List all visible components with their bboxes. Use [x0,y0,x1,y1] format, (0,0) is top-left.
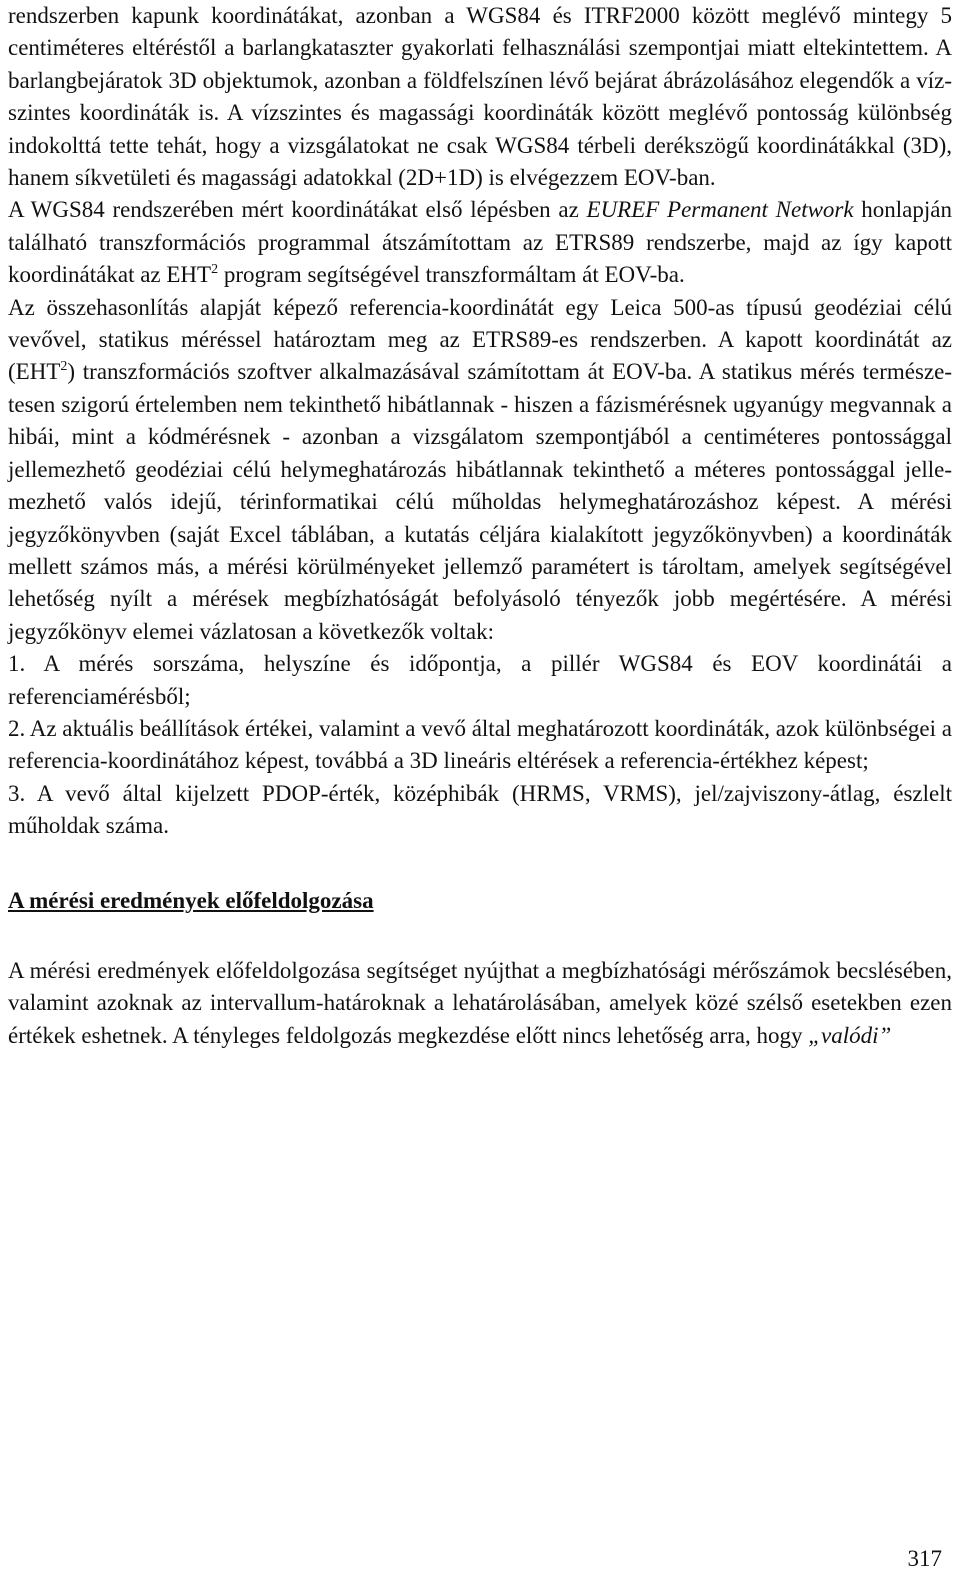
superscript: 2 [60,359,68,375]
paragraph-preprocessing [8,955,952,1052]
superscript: 2 [211,262,219,278]
page-number: 317 [907,1546,942,1571]
paragraph-transformation [8,194,952,291]
paragraph-reference-coordinate [8,292,952,648]
paragraph-text: rendszerben kapunk koordinátákat, azonban a WGS84 és ITRF2000 között meglévő mintegy 5 centiméteres eltéréstől a barlangkataszter gyakorlati felhasználási szempontjai miatt eltekintettem. A barlangbejáratok 3D objektumok, azonban a földfelszínen lévő bejárat ábrázolásához elegendők a vízszintes koordináták is. A vízszintes és magassági koordináták között meglévő pontosság különbség indokolttá tette tehát, hogy a vizsgálatokat ne csak WGS84 térbeli derékszögű koordinátákkal (3D), hanem síkvetületi és magassági adatokkal (2D+1D) is elvégezzem EOV-ban. [8,3,952,191]
paragraph-wgs84-itrf [8,0,952,194]
paragraph-text: Az összehasonlítás alapját képező referencia-koordinátát egy Leica 500-as típusú geodéziai célú vevővel, statikus méréssel határoztam meg az ETRS89-es rendszerben. A kapott koordinátát az (EHT [8,294,952,385]
paragraph-text: A WGS84 rendszerében mért koordinátákat első lépésben az [8,197,587,223]
italic-term: EUREF Permanent Network [586,197,854,223]
paragraph-text: ) transzformációs szoftver alkalmazásával számítottam át EOV-ba. A statikus mérés természetesen szigorú értelemben nem tekinthető hibátlannak - hiszen a fázismérésnek ugyanúgy megvannak a hibái, mint a kódmérésnek - azonban a vizsgálatom szempontjából a centiméteres pontossággal jellemezhető geodéziai célú helymeghatározás hibátlannak tekinthető a méteres pontossággal jellemezhető valós idejű, térinformatikai célú műholdas helymeghatározáshoz képest. A mérési jegyzőkönyvben (saját Excel táblában, a kutatás céljára kialakított jegyzőkönyvben) a koordináták mellett számos más, a mérési körülményeket jellemző paramétert is tároltam, amelyek segítségével lehetőség nyílt a mérések megbízhatóságát befolyásoló tényezők jobb megértésére. A mérési jegyzőkönyv elemei vázlatosan a következők voltak: [8,359,952,644]
list-item: 3. A vevő által kijelzett PDOP-érték, középhibák (HRMS, VRMS), jel/zajviszony-átlag, észlelt műholdak száma. [8,780,952,839]
document-page [8,0,952,1052]
paragraph-text: A mérési eredmények előfeldolgozása segítséget nyújthat a megbízhatósági mérőszámok becslésében, valamint azoknak az intervallum-határoknak a lehatárolásában, amelyek közé szélső esetekben ezen értékek eshetnek. A tényleges feldolgozás megkezdése előtt nincs lehetőség arra, hogy [8,957,952,1048]
paragraph-text: honlapján található transzformációs programmal átszámítottam az ETRS89 rendszerbe, majd az így kapott koordinátákat az EHT [8,197,952,288]
paragraph-text: program segítségével transzformáltam át EOV-ba. [218,262,685,288]
italic-term: „valódi” [808,1022,892,1048]
list-item: 2. Az aktuális beállítások értékei, valamint a vevő által meghatározott koordináták, azok különbségei a referencia-koordinátához képest, továbbá a 3D lineáris eltérések a referencia-értékhez képest; [8,715,952,774]
list-item: 1. A mérés sorszáma, helyszíne és időpontja, a pillér WGS84 és EOV koordinátái a referenciamérésből; [8,651,952,709]
section-heading: A mérési eredmények előfeldolgozása [8,887,374,913]
